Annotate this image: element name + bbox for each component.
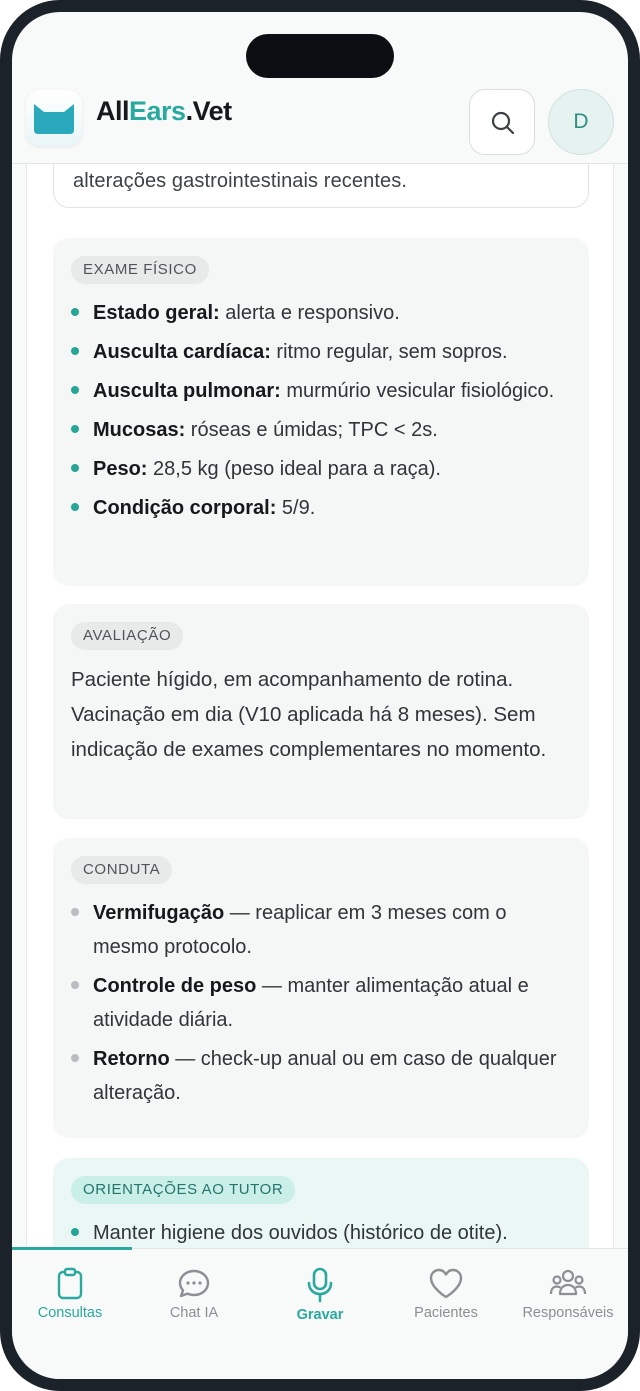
item-label: Ausculta cardíaca:	[93, 341, 271, 363]
search-icon	[490, 110, 516, 136]
users-icon	[549, 1267, 587, 1301]
list-item	[71, 413, 573, 447]
item-text: murmúrio vesicular fisiológico.	[280, 380, 555, 402]
brand-part-vet: .Vet	[185, 96, 232, 126]
item-label: Estado geral:	[93, 302, 220, 324]
list-item	[71, 335, 573, 369]
brand-part-all: All	[96, 96, 130, 126]
nav-consultas[interactable]	[12, 1267, 128, 1321]
item-text: 28,5 kg (peso ideal para a raça).	[147, 458, 441, 480]
app-header	[12, 78, 628, 164]
item-label: Condição corporal:	[93, 497, 277, 519]
nav-pacientes[interactable]	[388, 1267, 504, 1321]
item-text: — manter alimentação atual e atividade diária.	[93, 975, 529, 1031]
list-item	[71, 296, 573, 330]
user-avatar[interactable]: D	[548, 89, 614, 155]
list-item	[71, 1042, 573, 1110]
dynamic-island	[246, 34, 394, 78]
section-badge-conduta: CONDUTA	[71, 856, 172, 884]
brand-name	[96, 96, 232, 127]
exame-fisico-list	[71, 296, 573, 530]
nav-responsaveis[interactable]	[510, 1267, 626, 1321]
list-item	[71, 452, 573, 486]
nav-label-gravar: Gravar	[296, 1307, 344, 1323]
nav-label-chat-ia: Chat IA	[169, 1305, 219, 1321]
item-text: ritmo regular, sem sopros.	[270, 341, 508, 363]
list-item	[71, 896, 573, 964]
item-label: Mucosas:	[93, 419, 186, 441]
orientacoes-list	[71, 1216, 573, 1248]
section-conduta	[53, 838, 589, 1138]
chat-bubble-icon	[177, 1267, 211, 1301]
nav-label-responsaveis: Responsáveis	[522, 1305, 614, 1321]
anamnese-text: alterações gastrointestinais recentes.	[73, 170, 407, 192]
section-orientacoes	[53, 1158, 589, 1248]
item-text: Manter higiene dos ouvidos (histórico de otite).	[93, 1222, 508, 1244]
item-text: 5/9.	[276, 497, 316, 519]
list-item	[71, 969, 573, 1037]
cat-ears-logo-icon	[32, 100, 76, 136]
anamnese-card	[53, 164, 589, 208]
item-label: Retorno	[93, 1048, 170, 1070]
avaliacao-text: Paciente hígido, em acompanhamento de rotina. Vacinação em dia (V10 aplicada há 8 meses). Sem indicação de exames complementares no momento.	[71, 668, 547, 761]
conduta-list	[71, 896, 573, 1115]
search-button[interactable]	[469, 89, 535, 155]
list-item	[71, 1216, 573, 1248]
item-label: Controle de peso	[93, 975, 257, 997]
item-label: Peso:	[93, 458, 148, 480]
item-label: Vermifugação	[93, 902, 225, 924]
list-item	[71, 491, 573, 525]
consultation-content[interactable]	[26, 164, 614, 1248]
item-label: Ausculta pulmonar:	[93, 380, 281, 402]
app-logo[interactable]	[26, 90, 82, 146]
heart-icon	[428, 1267, 464, 1301]
clipboard-icon	[54, 1267, 86, 1301]
bottom-navigation	[12, 1248, 628, 1379]
microphone-icon	[305, 1267, 335, 1303]
item-text: — check-up anual ou em caso de qualquer alteração.	[93, 1048, 557, 1104]
item-text: alerta e responsivo.	[219, 302, 400, 324]
item-text: — reaplicar em 3 meses com o mesmo protocolo.	[93, 902, 507, 958]
section-exame-fisico	[53, 238, 589, 586]
section-badge-exame-fisico: EXAME FÍSICO	[71, 256, 209, 284]
nav-label-pacientes: Pacientes	[414, 1305, 478, 1321]
active-tab-indicator	[12, 1247, 132, 1250]
brand-part-ears: Ears	[129, 96, 186, 126]
section-badge-orientacoes: ORIENTAÇÕES AO TUTOR	[71, 1176, 295, 1204]
section-badge-avaliacao: AVALIAÇÃO	[71, 622, 183, 650]
item-text: róseas e úmidas; TPC < 2s.	[185, 419, 438, 441]
section-avaliacao	[53, 604, 589, 819]
nav-gravar[interactable]	[262, 1267, 378, 1323]
list-item	[71, 374, 573, 408]
nav-label-consultas: Consultas	[37, 1305, 103, 1321]
nav-chat-ia[interactable]	[136, 1267, 252, 1321]
